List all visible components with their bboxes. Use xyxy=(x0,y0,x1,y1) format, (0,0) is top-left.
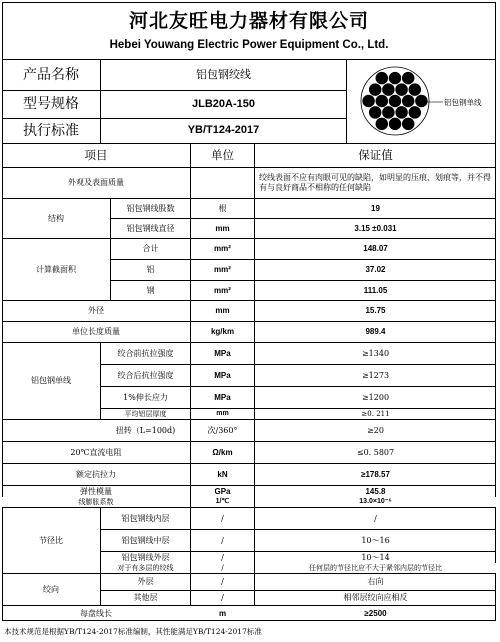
tensile-after-label: 绞合后抗拉强度 xyxy=(117,370,174,380)
area-steel-label: 钢 xyxy=(146,285,155,295)
al-thickness-value: ≥0. 211 xyxy=(361,409,390,418)
model-label: 型号规格 xyxy=(23,96,79,113)
area-al-unit: mm² xyxy=(214,265,231,275)
footer-note: 本技术规范是根据YB/T124-2017标准编制，其性能满足YB/T124-2017标准 xyxy=(4,626,262,636)
tensile-before-unit: MPa xyxy=(214,348,231,358)
company-name-cn: 河北友旺电力器材有限公司 xyxy=(128,9,369,32)
twist-label: 扭转（L=100d) xyxy=(115,425,176,435)
dc-resistance-label: 20℃直流电阻 xyxy=(70,447,122,457)
modulus-unit: GPa xyxy=(214,486,231,496)
outer-diameter-unit: mm xyxy=(215,306,230,316)
column-header-unit: 单位 xyxy=(211,147,234,162)
model-value: JLB20A-150 xyxy=(192,97,255,110)
length-label: 每盘线长 xyxy=(80,608,112,618)
area-steel-value: 111.05 xyxy=(363,285,388,295)
twist-value: ≥20 xyxy=(367,425,384,435)
unit-mass-value: 989.4 xyxy=(365,327,386,337)
appearance-value: 绞线表面不应有肉眼可见的缺陷，如明显的压痕、划痕等，并不得有与良好商品不相称的任何缺陷 xyxy=(259,173,491,192)
lay-direction-label: 绞向 xyxy=(43,584,59,594)
company-name-en: Hebei Youwang Electric Power Equipment Co., Ltd. xyxy=(109,39,389,52)
lay-inner-label: 铝包钢线内层 xyxy=(121,513,170,523)
strand-count-value: 19 xyxy=(371,203,380,213)
outer-diameter-value: 15.75 xyxy=(365,306,386,316)
grid-line xyxy=(346,59,347,143)
strand-circle xyxy=(369,106,382,119)
twist-unit: 次/360° xyxy=(207,425,238,435)
strand-circle xyxy=(402,72,415,85)
area-total-value: 148.07 xyxy=(363,244,388,254)
strand-circle xyxy=(388,94,401,107)
strand-circle xyxy=(408,83,421,96)
tensile-before-value: ≥1340 xyxy=(361,348,390,358)
strand-circle xyxy=(375,117,388,130)
expansion-label: 线膨胀系数 xyxy=(2,497,190,507)
elongation-stress-label: 1%伸长应力 xyxy=(123,392,168,402)
strand-circle xyxy=(388,117,401,130)
single-wire-label: 铝包钢单线 xyxy=(31,376,71,386)
elongation-stress-value: ≥1200 xyxy=(361,392,390,402)
area-label: 计算截面积 xyxy=(36,264,76,274)
tensile-label: 额定抗拉力 xyxy=(76,469,116,479)
strand-diameter-value: 3.15 ±0.031 xyxy=(354,223,397,233)
strand-circle xyxy=(369,83,382,96)
modulus-value: 145.8 xyxy=(365,486,386,496)
direction-outer-label: 外层 xyxy=(137,577,154,587)
direction-other-unit: / xyxy=(221,593,224,603)
lay-multi-value: 任何层的节径比应不大于紧邻内层的节径比 xyxy=(255,563,496,573)
twist-spacer xyxy=(2,420,100,441)
unit-mass-unit: kg/km xyxy=(210,327,235,337)
lay-outer-value: 10～14 xyxy=(361,552,390,562)
dc-resistance-value: ≤0. 5807 xyxy=(356,447,395,457)
strand-circle xyxy=(395,83,408,96)
strand-circle xyxy=(382,83,395,96)
strand-diameter-label: 铝包钢线直径 xyxy=(126,223,175,233)
cable-cross-section-diagram xyxy=(357,62,482,140)
lay-inner-value: / xyxy=(374,513,377,523)
product-name-value: 铝包钢绞线 xyxy=(196,68,251,82)
strand-circle xyxy=(402,94,415,107)
strand-group xyxy=(361,67,429,135)
structure-label: 结构 xyxy=(48,213,64,223)
al-thickness-label: 平均铝层厚度 xyxy=(124,409,167,418)
direction-outer-value: 右向 xyxy=(367,577,384,587)
strand-circle xyxy=(375,94,388,107)
standard-value: YB/T124-2017 xyxy=(187,124,260,137)
strand-circle xyxy=(395,106,408,119)
length-unit: m xyxy=(218,608,227,618)
area-total-label: 合计 xyxy=(142,244,159,254)
dc-resistance-unit: Ω/km xyxy=(212,447,233,457)
area-al-value: 37.02 xyxy=(365,265,386,275)
strand-circle xyxy=(362,94,375,107)
lay-middle-value: 10～16 xyxy=(361,535,390,545)
tensile-after-unit: MPa xyxy=(214,370,231,380)
elongation-stress-unit: MPa xyxy=(214,392,231,402)
strand-circle xyxy=(415,94,428,107)
lay-outer-unit: / xyxy=(221,552,224,562)
strand-circle xyxy=(382,106,395,119)
expansion-unit: 1/℃ xyxy=(191,497,254,507)
column-header-item: 项目 xyxy=(84,147,108,162)
diagram-label: 铝包钢单线 xyxy=(444,98,482,107)
lay-middle-unit: / xyxy=(221,535,224,545)
expansion-value: 13.0×10⁻⁶ xyxy=(255,497,496,507)
direction-outer-unit: / xyxy=(221,577,224,587)
modulus-label: 弹性模量 xyxy=(80,486,112,496)
al-thickness-unit: mm xyxy=(216,409,229,417)
area-al-label: 铝 xyxy=(146,265,155,275)
lay-ratio-label: 节径比 xyxy=(39,535,63,545)
tensile-value: ≥178.57 xyxy=(361,469,390,479)
direction-other-label: 其他层 xyxy=(133,593,158,603)
strand-circle xyxy=(375,72,388,85)
lay-inner-unit: / xyxy=(221,513,224,523)
appearance-label: 外观及表面质量 xyxy=(68,178,124,188)
tensile-after-value: ≥1273 xyxy=(361,370,390,380)
strand-circle xyxy=(408,106,421,119)
strand-count-label: 铝包钢线股数 xyxy=(126,203,175,213)
unit-mass-label: 单位长度质量 xyxy=(72,327,120,337)
length-value: ≥2500 xyxy=(364,608,387,618)
direction-other-value: 相邻层绞向应相反 xyxy=(343,593,408,603)
outer-diameter-label: 外径 xyxy=(88,306,104,316)
area-total-unit: mm² xyxy=(214,244,231,254)
lay-middle-label: 铝包钢线中层 xyxy=(121,535,170,545)
tensile-unit: kN xyxy=(217,469,228,479)
strand-circle xyxy=(402,117,415,130)
standard-label: 执行标准 xyxy=(23,122,79,139)
product-name-label: 产品名称 xyxy=(23,66,79,83)
area-steel-unit: mm² xyxy=(214,285,231,295)
strand-circle xyxy=(388,72,401,85)
lay-multi-unit: / xyxy=(191,563,254,573)
lay-outer-label: 铝包钢线外层 xyxy=(121,552,170,562)
lay-multi-label: 对于有多层的绞线 xyxy=(101,563,190,573)
tensile-before-label: 绞合前抗拉强度 xyxy=(117,348,174,358)
strand-diameter-unit: mm xyxy=(215,223,230,233)
strand-count-unit: 根 xyxy=(218,203,227,213)
column-header-guarantee: 保证值 xyxy=(358,147,393,162)
